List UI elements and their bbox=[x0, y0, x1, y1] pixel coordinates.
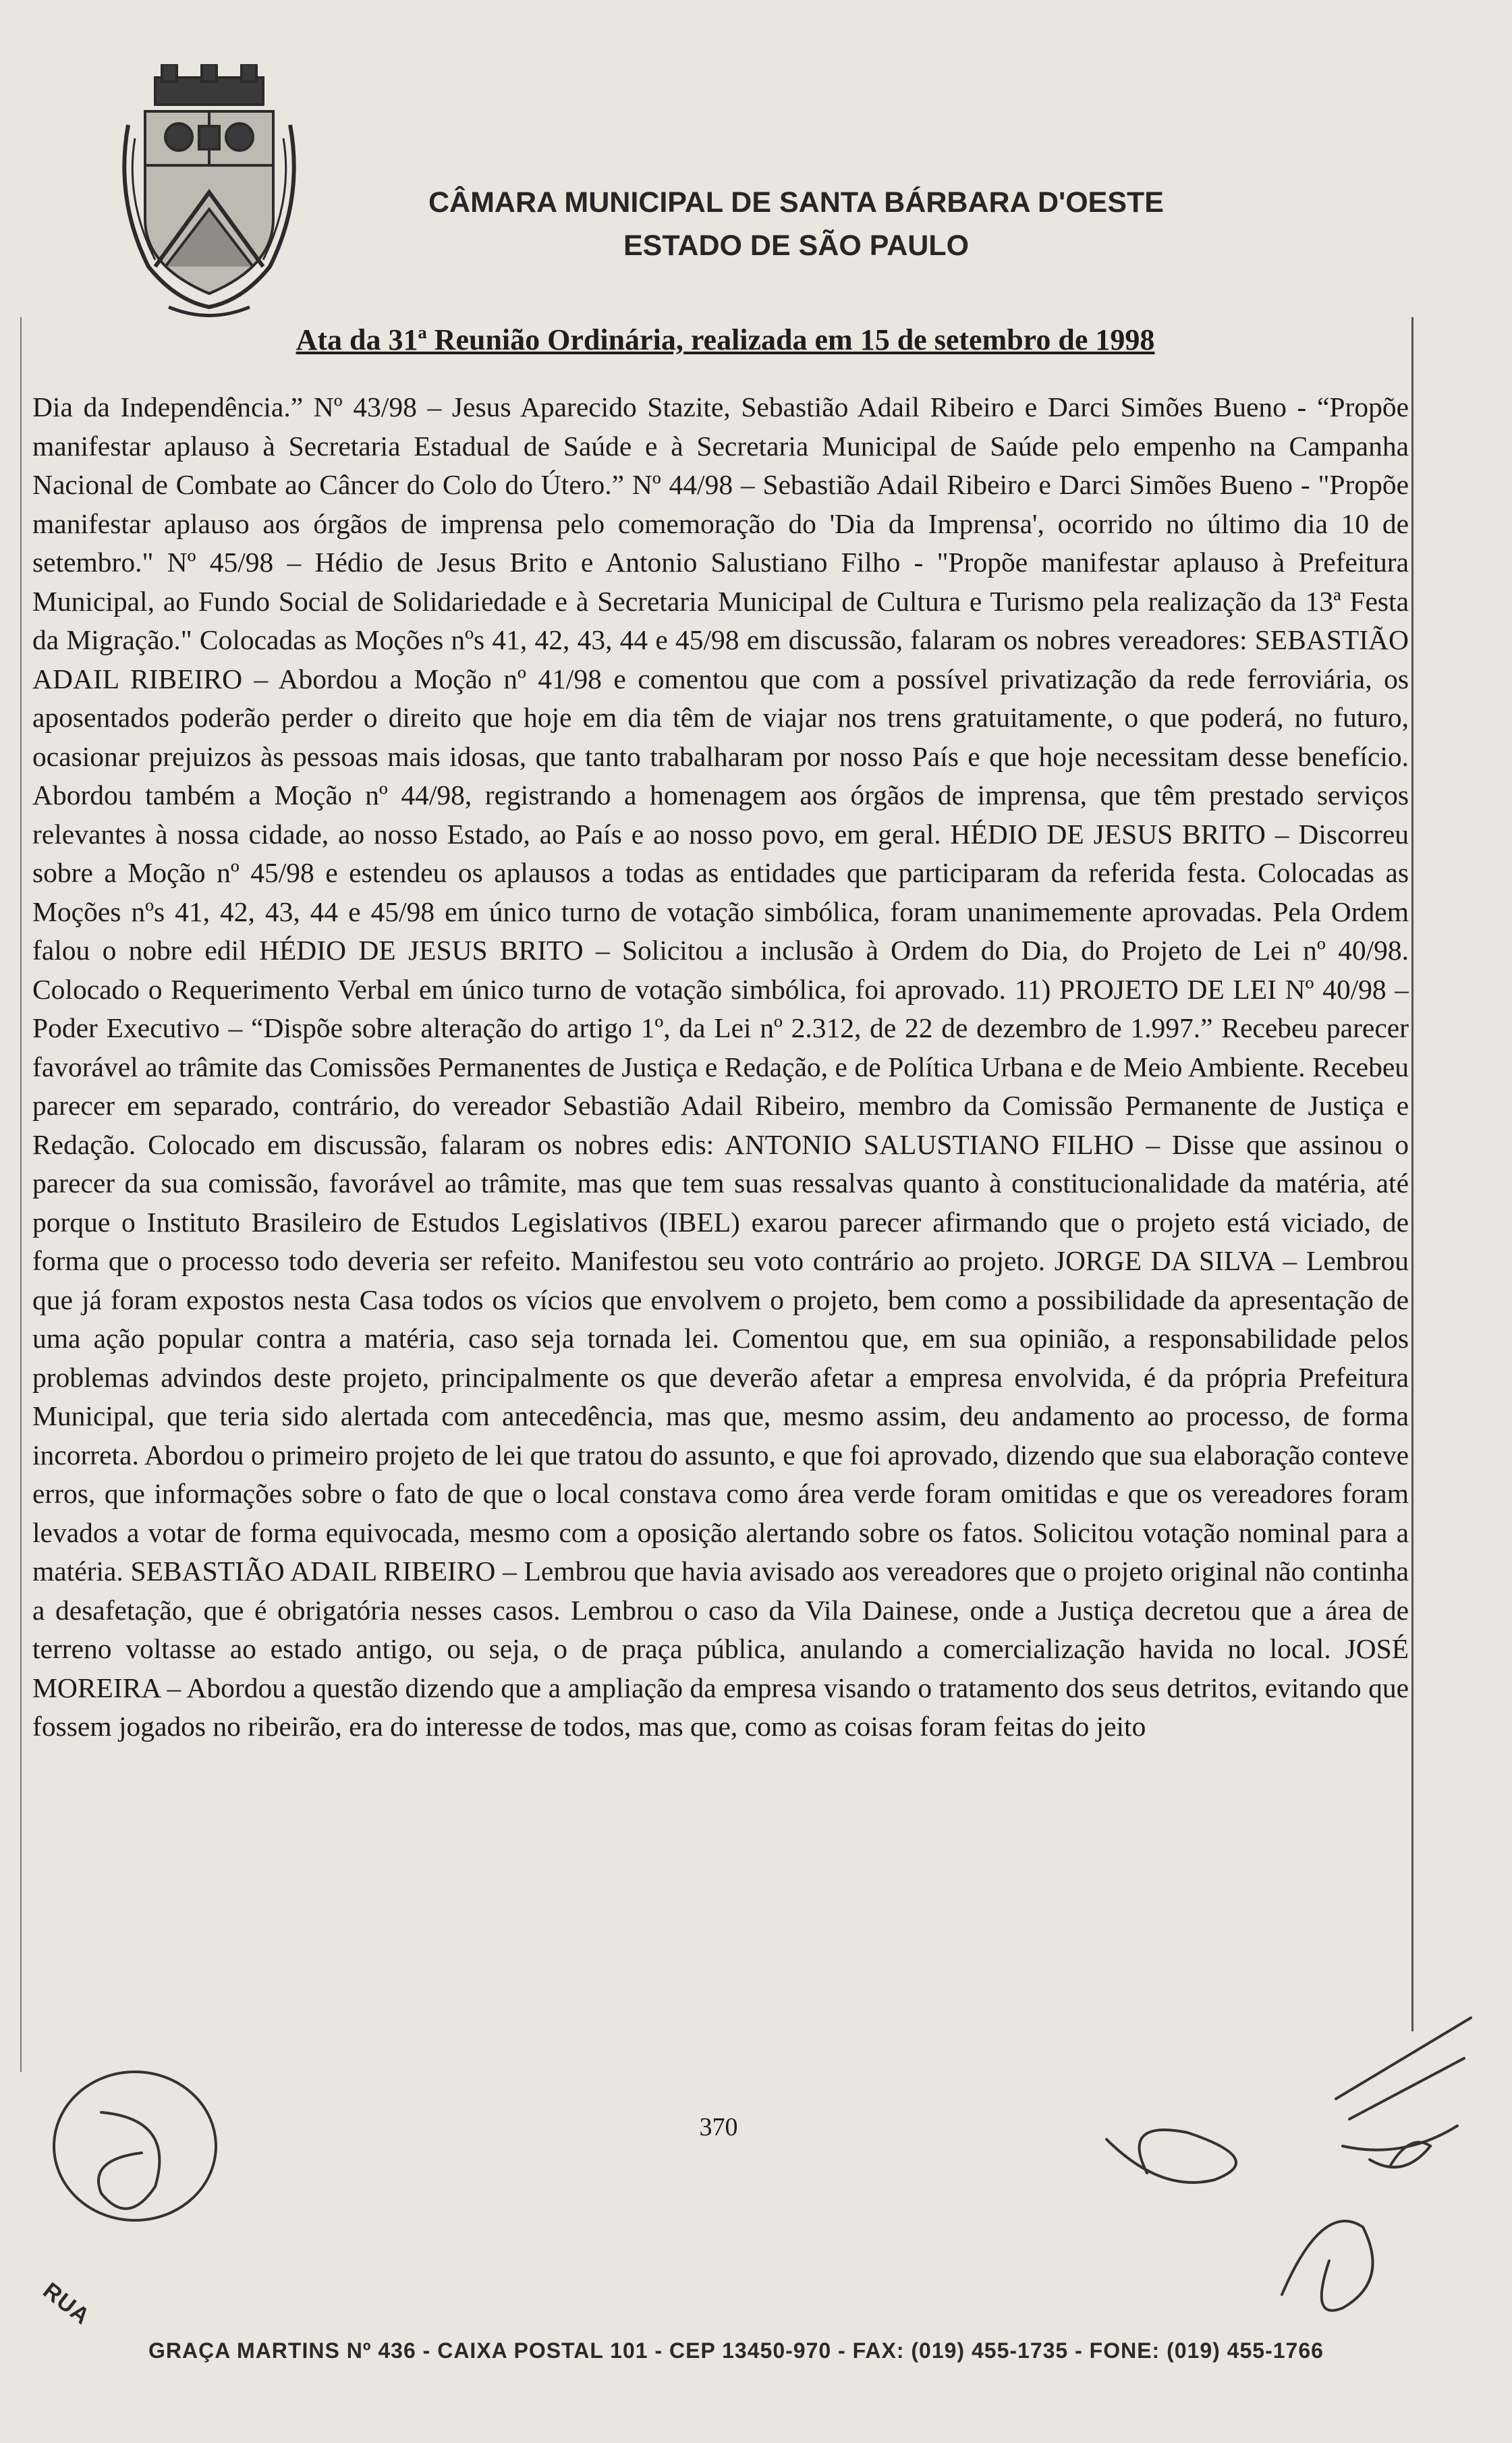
right-margin-rule bbox=[1411, 317, 1413, 2031]
institution-name: CÂMARA MUNICIPAL DE SANTA BÁRBARA D'OESTE bbox=[428, 186, 1164, 219]
minutes-paragraph: Dia da Independência.” Nº 43/98 – Jesus Aparecido Stazite, Sebastião Adail Ribeiro e Darci Simões Bueno - “Propõe manifestar aplauso à Secretaria Estadual de Saúde e à Secretaria Municipal de Saúde pelo empenho na Campanha Nacional de Combate ao Câncer do Colo do Útero.” Nº 44/98 – Sebastião Adail Ribeiro e Darci Simões Bueno - "Propõe manifestar aplauso aos órgãos de imprensa pelo comemoração do 'Dia da Imprensa', ocorrido no último dia 10 de setembro." Nº 45/98 – Hédio de Jesus Brito e Antonio Salustiano Filho - "Propõe manifestar aplauso à Prefeitura Municipal, ao Fundo Social de Solidariedade e à Secretaria Municipal de Cultura e Turismo pela realização da 13ª Festa da Migração." Colocadas as Moções nºs 41, 42, 43, 44 e 45/98 em discussão, falaram os nobres vereadores: SEBASTIÃO ADAIL RIBEIRO – Abordou a Moção nº 41/98 e comentou que com a possível privatização da rede ferroviária, os aposentados poderão perder o direito que hoje em dia têm de viajar nos trens gratuitamente, o que poderá, no futuro, ocasionar prejuizos às pessoas mais idosas, que tanto trabalharam por nosso País e que hoje necessitam desse benefício. Abordou também a Moção nº 44/98, registrando a homenagem aos órgãos de imprensa, que têm prestado serviços relevantes à nossa cidade, ao nosso Estado, ao País e ao nosso povo, em geral. HÉDIO DE JESUS BRITO – Discorreu sobre a Moção nº 45/98 e estendeu os aplausos a todas as entidades que participaram da referida festa. Colocadas as Moções nºs 41, 42, 43, 44 e 45/98 em único turno de votação simbólica, foram unanimemente aprovadas. Pela Ordem falou o nobre edil HÉDIO DE JESUS BRITO – Solicitou a inclusão à Ordem do Dia, do Projeto de Lei nº 40/98. Colocado o Requerimento Verbal em único turno de votação simbólica, foi aprovado. 11) PROJETO DE LEI Nº 40/98 – Poder Executivo – “Dispõe sobre alteração do artigo 1º, da Lei nº 2.312, de 22 de dezembro de 1.997.” Recebeu parecer favorável ao trâmite das Comissões Permanentes de Justiça e Redação, e de Política Urbana e de Meio Ambiente. Recebeu parecer em separado, contrário, do vereador Sebastião Adail Ribeiro, membro da Comissão Permanente de Justiça e Redação. Colocado em discussão, falaram os nobres edis: ANTONIO SALUSTIANO FILHO – Disse que assinou o parecer da sua comissão, favorável ao trâmite, mas que tem suas ressalvas quanto à constitucionalidade da matéria, até porque o Instituto Brasileiro de Estudos Legislativos (IBEL) exarou parecer afirmando que o projeto está viciado, de forma que o processo todo deveria ser refeito. Manifestou seu voto contrário ao projeto. JORGE DA SILVA – Lembrou que já foram expostos nesta Casa todos os vícios que envolvem o projeto, bem como a possibilidade da apresentação de uma ação popular contra a matéria, caso seja tornada lei. Comentou que, em sua opinião, a responsabilidade pelos problemas advindos deste projeto, principalmente os que deverão afetar a empresa envolvida, é da própria Prefeitura Municipal, que teria sido alertada com antecedência, mas que, mesmo assim, deu andamento ao processo, de forma incorreta. Abordou o primeiro projeto de lei que tratou do assunto, e que foi aprovado, dizendo que sua elaboração conteve erros, que informações sobre o fato de que o local constava como área verde foram omitidas e que os vereadores foram levados a votar de forma equivocada, mesmo com a oposição alertando sobre os fatos. Solicitou votação nominal para a matéria. SEBASTIÃO ADAIL RIBEIRO – Lembrou que havia avisado aos vereadores que o projeto original não continha a desafetação, que é obrigatória nesses casos. Lembrou o caso da Vila Dainese, onde a Justiça decretou que a área de terreno voltasse ao estado antigo, ou seja, o de praça pública, anulando a comercialização havida no local. JOSÉ MOREIRA – Abordou a questão dizendo que a ampliação da empresa visando o tratamento dos seus detritos, evitando que fossem jogados no ribeirão, era do interesse de todos, mas que, como as coisas foram feitas do jeito bbox=[32, 391, 1409, 1742]
page-number: 370 bbox=[699, 2113, 738, 2141]
letterhead bbox=[378, 181, 1214, 267]
left-margin-rule bbox=[20, 317, 22, 2072]
footer-street-prefix: RUA bbox=[38, 2278, 95, 2330]
minutes-title: Ata da 31ª Reunião Ordinária, realizada em 15 de setembro de 1998 bbox=[296, 323, 1155, 356]
minutes-body bbox=[32, 388, 1409, 2075]
footer-address-line: GRAÇA MARTINS Nº 436 - CAIXA POSTAL 101 - CEP 13450-970 - FAX: (019) 455-1735 - FONE: (019) 455-1766 bbox=[148, 2338, 1324, 2363]
municipal-coat-of-arms-icon bbox=[108, 64, 310, 321]
state-name: ESTADO DE SÃO PAULO bbox=[623, 229, 970, 262]
